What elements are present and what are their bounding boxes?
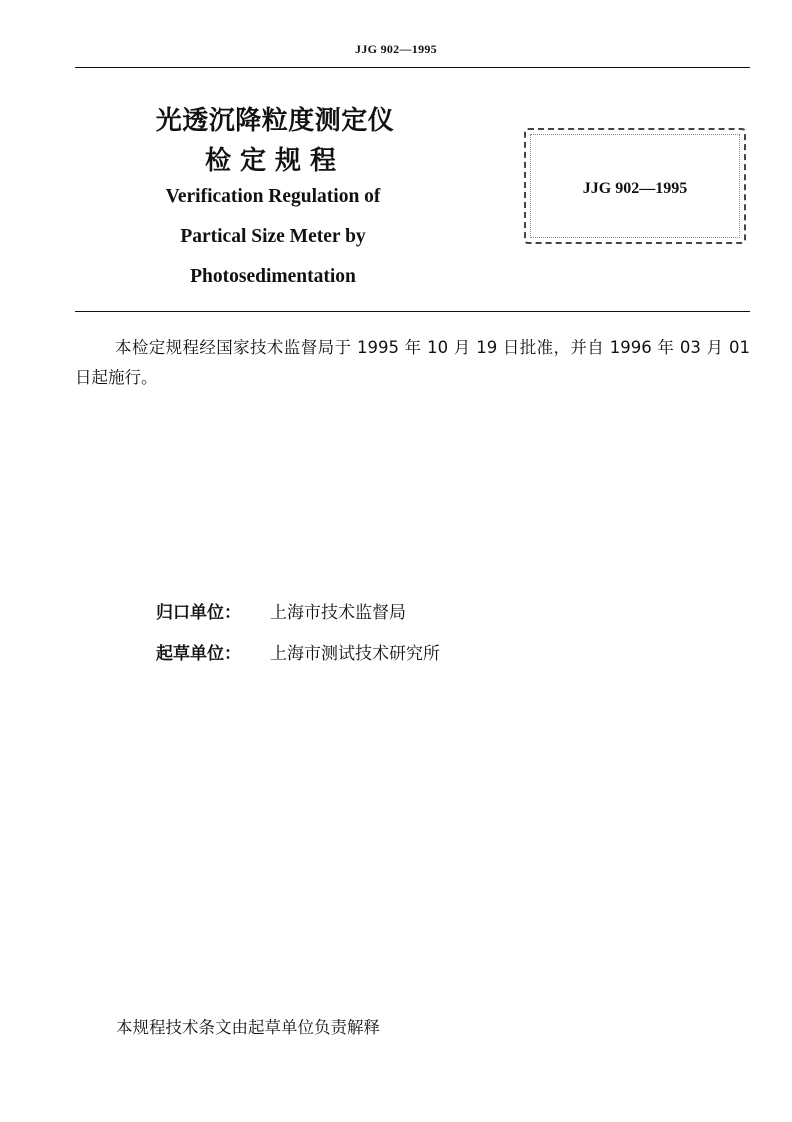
english-title-line-3: Photosedimentation bbox=[190, 266, 356, 287]
responsible-department-value: 上海市技术监督局 bbox=[270, 603, 406, 623]
responsible-department-row bbox=[156, 598, 406, 623]
interpretation-note: 本规程技术条文由起草单位负责解释 bbox=[116, 1018, 380, 1037]
document-code-box bbox=[524, 128, 746, 244]
top-divider bbox=[75, 67, 750, 68]
drafting-unit-value: 上海市测试技术研究所 bbox=[270, 644, 440, 664]
responsible-department-label: 归口单位： bbox=[156, 603, 241, 623]
drafting-unit-row bbox=[156, 639, 440, 664]
chinese-title-line-1: 光透沉降粒度测定仪 bbox=[155, 106, 395, 136]
drafting-unit-label: 起草单位： bbox=[156, 644, 241, 664]
title-divider bbox=[75, 311, 750, 312]
chinese-title-line-2: 检定规程 bbox=[204, 146, 345, 176]
english-title-line-2: Partical Size Meter by bbox=[180, 226, 366, 247]
code-box-label: JJG 902—1995 bbox=[582, 180, 688, 197]
approval-statement: 本检定规程经国家技术监督局于 1995 年 10 月 19 日批准，并自 1996 年 03 月 01 日起施行。 bbox=[75, 338, 750, 387]
english-title-line-1: Verification Regulation of bbox=[165, 186, 381, 207]
document-code-header: JJG 902—1995 bbox=[355, 42, 437, 56]
